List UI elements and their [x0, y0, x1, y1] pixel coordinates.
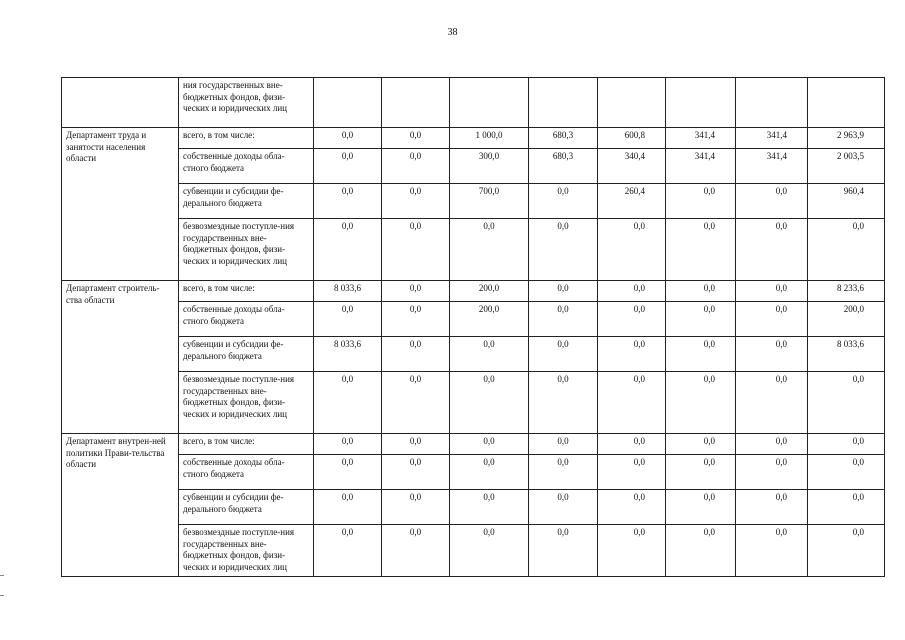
value-cell: 0,0: [808, 372, 885, 434]
value-cell: 0,0: [666, 372, 736, 434]
value-cell: 8 033,6: [314, 281, 382, 302]
description-cell: безвозмездные поступле-ния государственных вне-бюджетных фондов, физи-ческих и юридических лиц: [179, 219, 314, 281]
value-cell: 0,0: [529, 219, 598, 281]
value-cell: 0,0: [736, 490, 808, 525]
value-cell: 0,0: [598, 525, 666, 577]
description-cell: собственные доходы обла-стного бюджета: [179, 455, 314, 490]
table-row: [62, 337, 885, 372]
department-cell: Департамент труда и занятости населения области: [62, 128, 179, 281]
value-cell: 0,0: [808, 219, 885, 281]
value-cell: 2 003,5: [808, 149, 885, 184]
value-cell: 341,4: [736, 149, 808, 184]
table-row: [62, 455, 885, 490]
budget-table: [61, 77, 885, 577]
value-cell: 0,0: [598, 372, 666, 434]
value-cell: 0,0: [598, 302, 666, 337]
value-cell: 0,0: [450, 434, 529, 455]
table-row: [62, 434, 885, 455]
edge-mark: [0, 575, 4, 576]
value-cell: 0,0: [808, 525, 885, 577]
value-cell: 0,0: [529, 434, 598, 455]
table-row: [62, 281, 885, 302]
value-cell: 341,4: [736, 128, 808, 149]
value-cell: 0,0: [314, 455, 382, 490]
value-cell: 0,0: [382, 372, 450, 434]
value-cell: 0,0: [382, 525, 450, 577]
description-cell: безвозмездные поступле-ния государственных вне-бюджетных фондов, физи-ческих и юридических лиц: [179, 372, 314, 434]
value-cell: 0,0: [736, 525, 808, 577]
value-cell: 0,0: [666, 219, 736, 281]
value-cell: 0,0: [736, 219, 808, 281]
value-cell: 0,0: [314, 434, 382, 455]
value-cell: 0,0: [529, 281, 598, 302]
value-cell: 0,0: [666, 337, 736, 372]
value-cell: 0,0: [598, 337, 666, 372]
value-cell: 680,3: [529, 128, 598, 149]
value-cell: 341,4: [666, 128, 736, 149]
table-row: [62, 184, 885, 219]
value-cell: 0,0: [382, 149, 450, 184]
value-cell: 600,8: [598, 128, 666, 149]
value-cell: 8 033,6: [314, 337, 382, 372]
value-cell: 700,0: [450, 184, 529, 219]
value-cell: 0,0: [666, 490, 736, 525]
value-cell: 200,0: [450, 281, 529, 302]
value-cell: 0,0: [314, 525, 382, 577]
value-cell: 341,4: [666, 149, 736, 184]
value-cell: 200,0: [450, 302, 529, 337]
value-cell: 0,0: [808, 490, 885, 525]
value-cell: 0,0: [808, 455, 885, 490]
value-cell: 1 000,0: [450, 128, 529, 149]
table-row: [62, 219, 885, 281]
table-row: [62, 525, 885, 577]
page-number: 38: [447, 27, 458, 38]
value-cell: 300,0: [450, 149, 529, 184]
value-cell: [736, 78, 808, 128]
value-cell: 0,0: [598, 455, 666, 490]
value-cell: 0,0: [736, 372, 808, 434]
value-cell: 2 963,9: [808, 128, 885, 149]
value-cell: 0,0: [382, 128, 450, 149]
value-cell: 0,0: [382, 490, 450, 525]
value-cell: 0,0: [666, 434, 736, 455]
value-cell: 0,0: [666, 525, 736, 577]
value-cell: 0,0: [529, 490, 598, 525]
department-cell: [62, 78, 179, 128]
table-body: [62, 78, 885, 577]
value-cell: 8 033,6: [808, 337, 885, 372]
value-cell: [529, 78, 598, 128]
value-cell: 0,0: [736, 434, 808, 455]
value-cell: 0,0: [314, 184, 382, 219]
value-cell: 0,0: [450, 372, 529, 434]
value-cell: 0,0: [314, 302, 382, 337]
value-cell: 0,0: [736, 455, 808, 490]
value-cell: 0,0: [529, 372, 598, 434]
department-cell: Департамент строитель-ства области: [62, 281, 179, 434]
description-cell: субвенции и субсидии фе-дерального бюджета: [179, 337, 314, 372]
table-row: [62, 128, 885, 149]
value-cell: 0,0: [450, 219, 529, 281]
value-cell: 0,0: [736, 184, 808, 219]
description-cell: субвенции и субсидии фе-дерального бюджета: [179, 490, 314, 525]
value-cell: 0,0: [598, 434, 666, 455]
value-cell: 0,0: [382, 302, 450, 337]
value-cell: 0,0: [598, 219, 666, 281]
value-cell: 8 233,6: [808, 281, 885, 302]
value-cell: [598, 78, 666, 128]
value-cell: 0,0: [314, 219, 382, 281]
value-cell: [808, 78, 885, 128]
value-cell: 0,0: [450, 490, 529, 525]
table-row: [62, 78, 885, 128]
value-cell: 200,0: [808, 302, 885, 337]
value-cell: 0,0: [666, 184, 736, 219]
description-cell: всего, в том числе:: [179, 434, 314, 455]
value-cell: 0,0: [529, 525, 598, 577]
value-cell: [450, 78, 529, 128]
value-cell: 260,4: [598, 184, 666, 219]
description-cell: ния государственных вне-бюджетных фондов, физи-ческих и юридических лиц: [179, 78, 314, 128]
value-cell: 0,0: [450, 455, 529, 490]
edge-mark: [0, 595, 4, 596]
value-cell: 0,0: [598, 281, 666, 302]
value-cell: 0,0: [808, 434, 885, 455]
value-cell: 340,4: [598, 149, 666, 184]
value-cell: 0,0: [450, 337, 529, 372]
description-cell: собственные доходы обла-стного бюджета: [179, 302, 314, 337]
table-row: [62, 372, 885, 434]
value-cell: 0,0: [382, 434, 450, 455]
table-row: [62, 490, 885, 525]
value-cell: 0,0: [666, 281, 736, 302]
description-cell: безвозмездные поступле-ния государственных вне-бюджетных фондов, физи-ческих и юридических лиц: [179, 525, 314, 577]
value-cell: 0,0: [529, 302, 598, 337]
description-cell: всего, в том числе:: [179, 128, 314, 149]
value-cell: 0,0: [529, 337, 598, 372]
value-cell: 680,3: [529, 149, 598, 184]
value-cell: 0,0: [314, 128, 382, 149]
department-cell: Департамент внутрен-ней политики Прави-тельства области: [62, 434, 179, 577]
value-cell: 0,0: [450, 525, 529, 577]
value-cell: 0,0: [666, 302, 736, 337]
table-row: [62, 149, 885, 184]
value-cell: 0,0: [736, 302, 808, 337]
value-cell: 960,4: [808, 184, 885, 219]
value-cell: 0,0: [382, 281, 450, 302]
value-cell: 0,0: [314, 490, 382, 525]
value-cell: [382, 78, 450, 128]
table-row: [62, 302, 885, 337]
value-cell: [666, 78, 736, 128]
description-cell: субвенции и субсидии фе-дерального бюджета: [179, 184, 314, 219]
description-cell: собственные доходы обла-стного бюджета: [179, 149, 314, 184]
value-cell: 0,0: [736, 281, 808, 302]
value-cell: 0,0: [314, 372, 382, 434]
value-cell: 0,0: [529, 455, 598, 490]
value-cell: 0,0: [529, 184, 598, 219]
value-cell: 0,0: [382, 455, 450, 490]
value-cell: 0,0: [382, 337, 450, 372]
value-cell: [314, 78, 382, 128]
value-cell: 0,0: [598, 490, 666, 525]
value-cell: 0,0: [382, 219, 450, 281]
value-cell: 0,0: [666, 455, 736, 490]
value-cell: 0,0: [314, 149, 382, 184]
value-cell: 0,0: [382, 184, 450, 219]
description-cell: всего, в том числе:: [179, 281, 314, 302]
value-cell: 0,0: [736, 337, 808, 372]
